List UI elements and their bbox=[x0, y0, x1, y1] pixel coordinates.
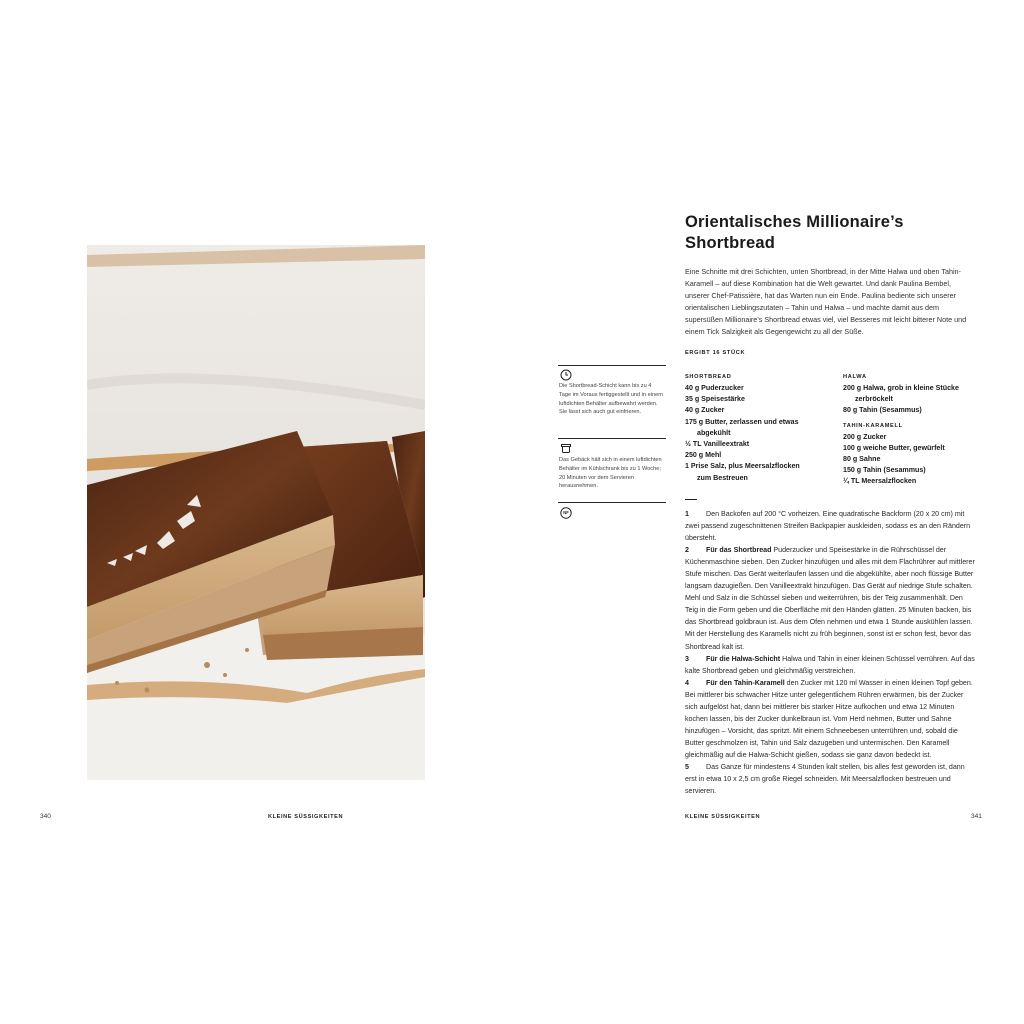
recipe-title: Orientalisches Millionaire’s Shortbread bbox=[685, 213, 904, 252]
running-footer-right: KLEINE SÜSSIGKEITEN bbox=[685, 814, 761, 820]
method-step bbox=[685, 544, 977, 652]
step-text: Das Ganze für mindestens 4 Stunden kalt stellen, bis alles fest geworden ist, dann erst in etwa 10 x 2,5 cm große Riegel schneiden. Mit Meersalzflocken bestreuen und servieren. bbox=[685, 762, 965, 796]
method-step bbox=[685, 677, 977, 761]
note-divider bbox=[558, 502, 666, 503]
recipe-intro: Eine Schnitte mit drei Schichten, unten Shortbread, in der Mitte Halwa und oben Tahin-Karamell – auf diese Kombination hat die Welt gewartet. Und dank Paulina Bembel, unserer Chef-Patissière, hat das Warten nun ein Ende. Paulina bediente sich unserer orientalischen Lieblingszutaten – Tahin und Halwa – und machte damit aus dem supersüßen Millionaire’s Shortbread etwas viel, viel Besseres mit leicht bitterer Note und einem Tick Salzigkeit als Gegengewicht zu all der Süße. bbox=[685, 267, 967, 336]
step-number: 5 bbox=[685, 762, 689, 771]
ingredient-item: 200 g Halwa, grob in kleine Stücke zerbröckelt bbox=[843, 384, 959, 404]
ingredient-heading-halwa: HALWA bbox=[843, 374, 867, 380]
step-text: Halwa und Tahin in einer kleinen Schüssel verrühren. Auf das kalte Shortbread geben und gleichmäßig verstreichen. bbox=[685, 654, 975, 675]
ingredient-item: 1 Prise Salz, plus Meersalzflocken zum Bestreuen bbox=[685, 462, 800, 482]
page-number-left: 340 bbox=[40, 813, 51, 820]
ingredient-item: 35 g Speisestärke bbox=[685, 395, 745, 404]
nut-free-label: NF bbox=[563, 510, 569, 515]
ingredient-item: 250 g Mehl bbox=[685, 451, 722, 460]
ingredients-left-column bbox=[685, 372, 815, 484]
recipe-yield: ERGIBT 16 STÜCK bbox=[685, 350, 746, 356]
method-step bbox=[685, 761, 977, 797]
step-number: 2 bbox=[685, 546, 689, 555]
recipe-photo bbox=[87, 245, 425, 780]
shortbread-photo-illustration bbox=[87, 245, 425, 780]
method-steps bbox=[685, 508, 977, 797]
ingredient-heading-karamell: TAHIN-KARAMELL bbox=[843, 422, 903, 429]
method-divider bbox=[685, 499, 697, 500]
ingredient-item: 175 g Butter, zerlassen und etwas abgekühlt bbox=[685, 417, 799, 437]
step-lead: Für die Halwa-Schicht bbox=[706, 654, 781, 663]
step-text: den Zucker mit 120 ml Wasser in einen kleinen Topf geben. Bei mittlerer bis schwacher Hitze unter gelegentlichem Rühren erwärmen, bis der Zucker sich aufgelöst hat, dann bei mittlerer bis starker Hitze aufkochen und etwa 12 Minuten kochen lassen, bis der Zucker dunkelbraun ist. Vom Herd nehmen, Butter und Sahne hinzufügen – Vorsicht, das spritzt. Mit einem Schneebesen unterrühren und, sobald die Butter geschmolzen ist, Tahin und Salz dazugeben und untermischen. Den Karamell gleichmäßig auf die Halwa-Schicht gießen, sodass sie ganz davon bedeckt ist. bbox=[685, 678, 973, 759]
step-lead: Für den Tahin-Karamell bbox=[706, 678, 785, 687]
note-divider bbox=[558, 438, 666, 439]
ingredient-item: 150 g Tahin (Sesammus) bbox=[843, 466, 926, 475]
nut-free-icon bbox=[560, 507, 572, 519]
step-number: 3 bbox=[685, 654, 689, 663]
ingredients-right-column bbox=[843, 372, 973, 488]
ingredient-item: 200 g Zucker bbox=[843, 432, 887, 441]
ingredient-item: 100 g weiche Butter, gewürfelt bbox=[843, 443, 945, 452]
ingredient-item: ¼ TL Meersalzflocken bbox=[843, 477, 917, 486]
step-number: 1 bbox=[685, 510, 689, 518]
step-lead: Für das Shortbread bbox=[706, 546, 772, 555]
ingredient-list-halwa bbox=[843, 383, 973, 417]
ingredient-item: ½ TL Vanilleextrakt bbox=[685, 440, 750, 449]
method-step bbox=[685, 653, 977, 677]
step-number: 4 bbox=[685, 678, 689, 687]
note-divider bbox=[558, 365, 666, 366]
ingredient-item: 40 g Puderzucker bbox=[685, 384, 744, 392]
method-step bbox=[685, 508, 977, 544]
step-text: Den Backofen auf 200 °C vorheizen. Eine quadratische Backform (20 x 20 cm) mit zwei passend zugeschnittenen Streifen Backpapier auskleiden, sodass es an den Rändern übersteht. bbox=[685, 510, 971, 543]
ingredient-list-karamell bbox=[843, 432, 973, 488]
running-footer-left: KLEINE SÜSSIGKEITEN bbox=[268, 814, 344, 820]
page-number-right: 341 bbox=[971, 813, 982, 820]
ingredient-item: 80 g Tahin (Sesammus) bbox=[843, 406, 922, 415]
step-text: Puderzucker und Speisestärke in die Rührschüssel der Küchenmaschine sieben. Den Zucker hinzufügen und alles mit dem Flachrührer auf mittlerer Stufe mischen. Das Gerät weiterlaufen lassen und die abgekühlte, aber noch flüssige Butter langsam dazugießen. Den Vanilleextrakt hinzufügen. Das Gerät auf niedrige Stufe schalten. Mehl und Salz in die Schüssel sieben und weiterrühren, bis der Teig zusammenhält. Den Teig in die Form geben und die Oberfläche mit den Händen glätten. 25 Minuten backen, bis das Shortbread goldbraun ist. Aus dem Ofen nehmen und etwa 1 Stunde auskühlen lassen. Mit der Herstellung des Karamells nicht zu früh beginnen, sonst ist er schon fest, bevor das Shortbread kalt ist. bbox=[685, 546, 975, 651]
clock-icon bbox=[560, 369, 572, 381]
ingredient-list-shortbread bbox=[685, 383, 815, 484]
ingredient-item: 40 g Zucker bbox=[685, 406, 725, 415]
note-make-ahead: Die Shortbread-Schicht kann bis zu 4 Tage im Voraus fertiggestellt und in einem luftdichten Behälter aufbewahrt werden. Sie lässt sich auch gut einfrieren. bbox=[559, 383, 663, 416]
container-icon bbox=[560, 442, 572, 454]
ingredient-item: 80 g Sahne bbox=[843, 455, 881, 464]
note-storage: Das Gebäck hält sich in einem luftdichten Behälter im Kühlschrank bis zu 1 Woche; 20 Minuten vor dem Servieren herausnehmen. bbox=[559, 457, 662, 490]
ingredient-heading-shortbread: SHORTBREAD bbox=[685, 374, 732, 380]
